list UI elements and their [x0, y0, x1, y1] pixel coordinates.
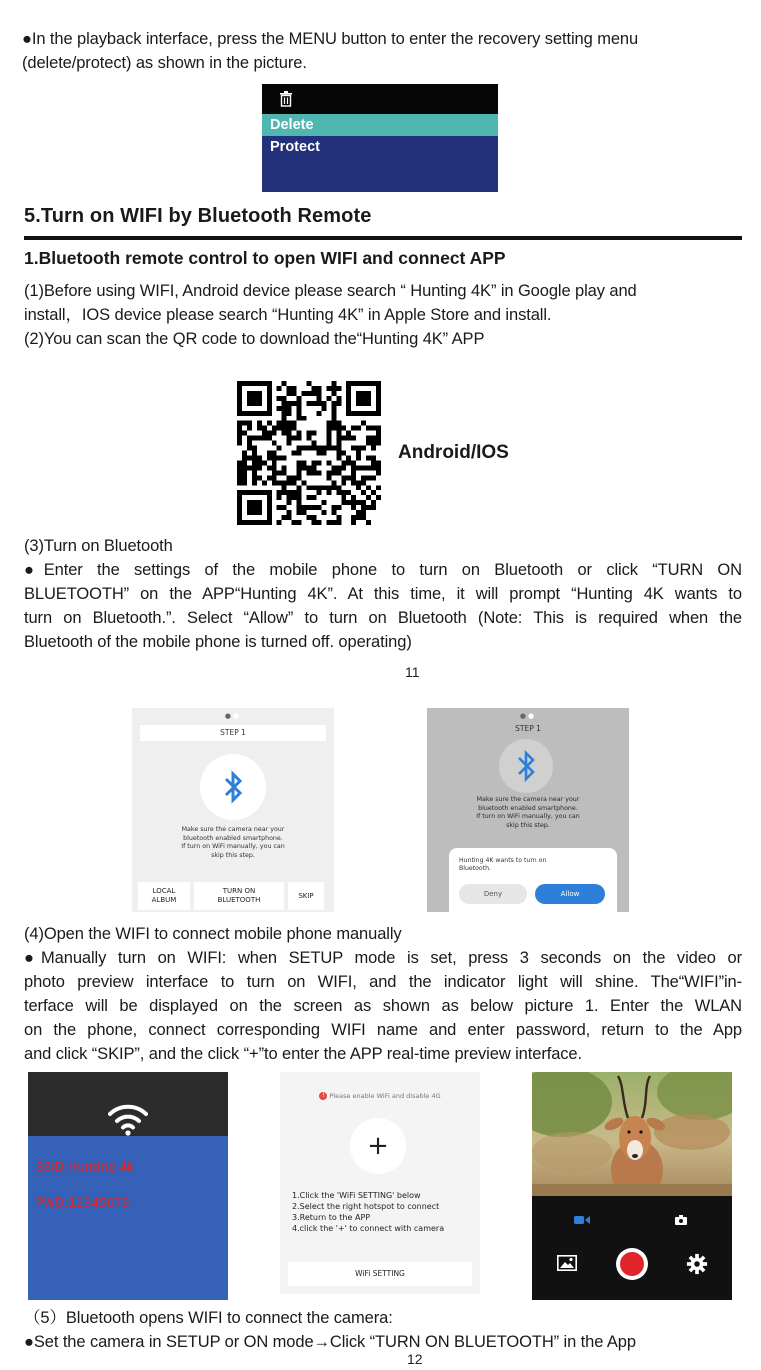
video-mode-icon[interactable]	[574, 1215, 590, 1225]
wifi-title: (4)Open the WIFI to connect mobile phone manually	[24, 925, 402, 943]
download-line-1: (1)Before using WIFI, Android device please search “ Hunting 4K” in Google play and	[24, 282, 637, 300]
section-title: 5.Turn on WIFI by Bluetooth Remote	[24, 205, 372, 227]
app-live-preview-screen	[532, 1072, 732, 1300]
page-dots: ●●	[224, 712, 242, 720]
warning-icon: !	[319, 1092, 327, 1100]
camera-connect-title: （5）Bluetooth opens WIFI to connect the camera:	[24, 1309, 393, 1327]
page-number: 11	[405, 664, 420, 680]
turn-on-bluetooth-button[interactable]: TURN ON BLUETOOTH	[194, 882, 284, 910]
bluetooth-circle	[499, 739, 553, 793]
gallery-icon[interactable]	[557, 1255, 577, 1271]
app-step1-screenshot	[132, 708, 334, 912]
deny-button[interactable]: Deny	[459, 884, 527, 904]
password-text: PWD:12345678	[36, 1196, 130, 1210]
app-bluetooth-dialog-screenshot	[427, 708, 629, 912]
add-camera-button[interactable]: +	[350, 1118, 406, 1174]
qr-paragraph: (2)You can scan the QR code to download the“Hunting 4K” APP	[24, 330, 485, 348]
intro-line-1: ●In the playback interface, press the MENU button to enter the recovery setting menu	[22, 30, 639, 48]
step-message: Make sure the camera near your bluetooth enabled smartphone. If turn on WiFi manually, you can skip this step.	[181, 826, 285, 859]
bluetooth-line-1: ●Enter the settings of the mobile phone to turn on Bluetooth or click “TURN ON	[24, 561, 742, 579]
wifi-paragraph	[24, 922, 742, 1066]
dialog-text: Hunting 4K wants to turn on Bluetooth.	[459, 857, 547, 872]
playback-menu-screenshot	[262, 84, 498, 192]
bluetooth-circle	[200, 754, 266, 820]
app-wifi-setting-screen	[280, 1072, 480, 1294]
menu-item-delete[interactable]: Delete	[262, 114, 498, 136]
wifi-line-4: on the phone, connect corresponding WIFI name and enter password, return to the App	[24, 1021, 742, 1039]
wifi-line-1: ●Manually turn on WIFI: when SETUP mode is set, press 3 seconds on the video or	[24, 949, 742, 967]
bluetooth-paragraph	[24, 534, 742, 654]
ssid-text: SSID:Hunting 4k	[36, 1160, 134, 1174]
download-line-2: install，IOS device please search “Hunting 4K” in Apple Store and install.	[24, 306, 552, 324]
camera-connect-paragraph	[24, 1306, 742, 1354]
wifi-line-5: and click “SKIP”, and the click “+”to enter the APP real-time preview interface.	[24, 1045, 582, 1063]
record-button[interactable]	[616, 1248, 648, 1280]
download-paragraph	[24, 279, 742, 351]
bluetooth-line-3: turn on Bluetooth.”. Select “Allow” to turn on Bluetooth (Note: This is required when the	[24, 609, 742, 627]
wifi-icon	[107, 1102, 149, 1136]
menu-item-protect[interactable]: Protect	[270, 139, 320, 155]
bluetooth-line-4: Bluetooth of the mobile phone is turned off. operating)	[24, 633, 412, 651]
intro-paragraph	[22, 27, 742, 75]
bluetooth-permission-dialog	[449, 848, 617, 912]
step-button-row	[138, 882, 328, 910]
bluetooth-icon	[200, 754, 266, 820]
step-title: STEP 1	[515, 724, 541, 733]
intro-line-2: (delete/protect) as shown in the picture.	[22, 54, 307, 72]
trash-icon	[279, 91, 293, 107]
page-number: 12	[407, 1351, 423, 1367]
settings-gear-icon[interactable]	[686, 1253, 708, 1275]
bluetooth-title: (3)Turn on Bluetooth	[24, 537, 173, 555]
qr-code	[237, 381, 381, 525]
allow-button[interactable]: Allow	[535, 884, 605, 904]
antelope-photo	[532, 1072, 732, 1196]
qr-label: Android/IOS	[398, 442, 509, 463]
section-subtitle: 1.Bluetooth remote control to open WIFI and connect APP	[24, 248, 506, 268]
wifi-warning: ! Please enable WiFi and disable 4G	[280, 1092, 480, 1100]
camera-connect-line-1: ●Set the camera in SETUP or ON mode→Click “TURN ON BLUETOOTH” in the App	[24, 1333, 636, 1351]
wifi-line-2: photo preview interface to turn on WIFI, and the indicator light will shine. The“WIFI”in-	[24, 973, 742, 991]
wifi-line-3: terface will be displayed on the screen as shown as below picture 1. Enter the WLAN	[24, 997, 742, 1015]
bluetooth-icon	[499, 739, 553, 793]
wifi-setting-button[interactable]: WiFi SETTING	[288, 1262, 472, 1286]
bluetooth-line-2: BLUETOOTH” on the APP“Hunting 4K”. At this time, it will prompt “Hunting 4K wants to	[24, 585, 742, 603]
photo-mode-icon[interactable]	[675, 1215, 687, 1225]
local-album-button[interactable]: LOCAL ALBUM	[138, 882, 190, 910]
menu-top-bar	[262, 84, 498, 114]
step-message: Make sure the camera near your bluetooth enabled smartphone. If turn on WiFi manually, you can skip this step.	[476, 796, 580, 829]
page-dots: ●●	[519, 712, 537, 720]
camera-wifi-screen	[28, 1072, 228, 1300]
section-divider	[24, 236, 742, 240]
step-title: STEP 1	[140, 725, 326, 741]
record-dot	[620, 1252, 644, 1276]
wifi-instructions: 1.Click the 'WiFi SETTING' below 2.Select the right hotspot to connect 3.Return to the APP 4.click the '+' to connect with camera	[292, 1191, 445, 1233]
skip-button[interactable]: SKIP	[288, 882, 324, 910]
